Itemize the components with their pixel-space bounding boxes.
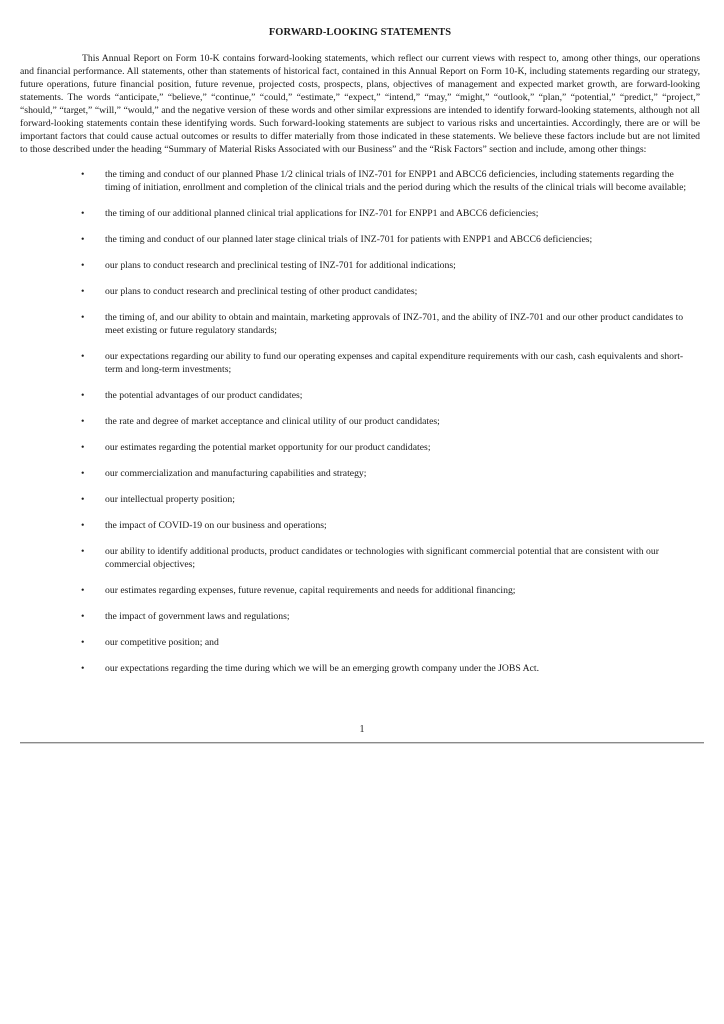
document-page — [20, 26, 700, 688]
bullet-icon: • — [81, 208, 85, 219]
list-item — [20, 285, 700, 298]
bullet-icon: • — [81, 663, 85, 674]
list-item — [20, 584, 700, 597]
list-item-text: our plans to conduct research and preclinical testing of INZ-701 for additional indications; — [105, 260, 456, 271]
list-item — [20, 207, 700, 220]
list-item-text: our expectations regarding our ability to fund our operating expenses and capital expenditure requirements with our cash, cash equivalents and short-term and long-term investments; — [105, 351, 684, 375]
section-title: FORWARD-LOOKING STATEMENTS — [268, 27, 452, 38]
bullet-icon: • — [81, 169, 85, 180]
list-item-text: our competitive position; and — [105, 637, 219, 648]
list-item — [20, 350, 700, 376]
list-item-text: the impact of government laws and regulations; — [105, 611, 290, 622]
list-item-text: the timing of, and our ability to obtain and maintain, marketing approvals of INZ-701, and the ability of INZ-701 and our other product candidates to meet existing or future regulatory standards; — [105, 312, 684, 336]
bullet-icon: • — [81, 234, 85, 245]
list-item-text: our intellectual property position; — [105, 494, 235, 505]
list-item — [20, 415, 700, 428]
factors-list — [20, 168, 700, 675]
list-item — [20, 259, 700, 272]
list-item-text: our plans to conduct research and preclinical testing of other product candidates; — [105, 286, 418, 297]
list-item-text: our expectations regarding the time during which we will be an emerging growth company under the JOBS Act. — [105, 663, 540, 674]
list-item-text: the rate and degree of market acceptance and clinical utility of our product candidates; — [105, 416, 440, 427]
page-divider — [20, 742, 704, 743]
list-item — [20, 168, 700, 194]
list-item — [20, 636, 700, 649]
list-item-text: our ability to identify additional products, product candidates or technologies with significant commercial potential that are consistent with our commercial objectives; — [105, 546, 659, 570]
bullet-icon: • — [81, 546, 85, 557]
list-item — [20, 610, 700, 623]
list-item-text: the impact of COVID-19 on our business and operations; — [105, 520, 327, 531]
list-item-text: the timing and conduct of our planned Phase 1/2 clinical trials of INZ-701 for ENPP1 and ABCC6 deficiencies, including statements regarding the timing of initiation, enrollment and completion of the clinical trials and the period during which the results of the clinical trials will become available; — [105, 169, 687, 193]
list-item-text: our estimates regarding expenses, future revenue, capital requirements and needs for additional financing; — [105, 585, 516, 596]
bullet-icon: • — [81, 520, 85, 531]
bullet-icon: • — [81, 260, 85, 271]
list-item-text: the timing and conduct of our planned later stage clinical trials of INZ-701 for patients with ENPP1 and ABCC6 deficiencies; — [105, 234, 593, 245]
bullet-icon: • — [81, 416, 85, 427]
list-item — [20, 662, 700, 675]
list-item-text: the potential advantages of our product candidates; — [105, 390, 303, 401]
list-item — [20, 519, 700, 532]
bullet-icon: • — [81, 312, 85, 323]
bullet-icon: • — [81, 286, 85, 297]
bullet-icon: • — [81, 468, 85, 479]
list-item-text: the timing of our additional planned clinical trial applications for INZ-701 for ENPP1 and ABCC6 deficiencies; — [105, 208, 539, 219]
bullet-icon: • — [81, 611, 85, 622]
list-item-text: our commercialization and manufacturing capabilities and strategy; — [105, 468, 367, 479]
list-item — [20, 233, 700, 246]
page-number: 1 — [359, 724, 365, 735]
bullet-icon: • — [81, 390, 85, 401]
intro-paragraph: This Annual Report on Form 10-K contains forward-looking statements, which reflect our current views with respect to, among other things, our operations and financial performance. All statements, other than statements of historical fact, contained in this Annual Report on Form 10-K, including statements regarding our strategy, future operations, future financial position, future revenue, projected costs, prospects, plans, objectives of management and expected market growth, are forward-looking statements. The words “anticipate,” “believe,” “continue,” “could,” “estimate,” “expect,” “intend,” “may,” “might,” “outlook,” “plan,” “potential,” “predict,” “project,” “should,” “target,” “will,” “would,” and the negative version of these words and other similar expressions are intended to identify forward-looking statements, although not all forward-looking statements contain these identifying words. Such forward-looking statements are subject to various risks and uncertainties. Accordingly, there are or will be important factors that could cause actual outcomes or results to differ materially from those indicated in these statements. We believe these factors include but are not limited to those described under the heading “Summary of Material Risks Associated with our Business” and the “Risk Factors” section and include, among other things: — [20, 53, 700, 155]
list-item — [20, 311, 700, 337]
bullet-icon: • — [81, 442, 85, 453]
list-item — [20, 545, 700, 571]
bullet-icon: • — [81, 351, 85, 362]
list-item — [20, 467, 700, 480]
bullet-icon: • — [81, 494, 85, 505]
list-item — [20, 441, 700, 454]
bullet-icon: • — [81, 585, 85, 596]
list-item — [20, 389, 700, 402]
bullet-icon: • — [81, 637, 85, 648]
list-item — [20, 493, 700, 506]
list-item-text: our estimates regarding the potential market opportunity for our product candidates; — [105, 442, 431, 453]
